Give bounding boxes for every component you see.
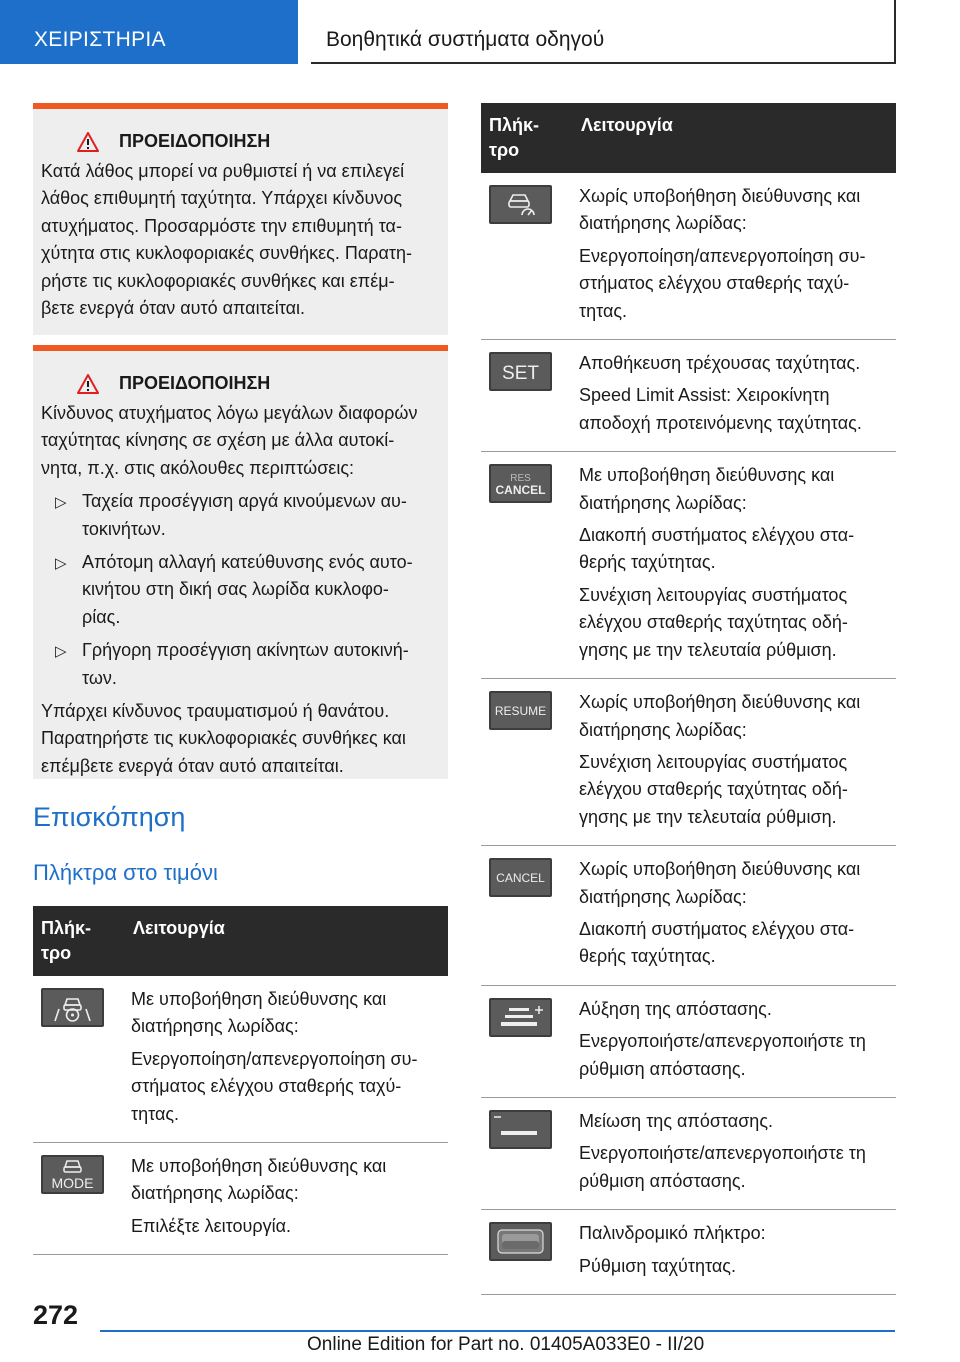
column-header-function: Λειτουργία [581, 115, 673, 135]
mode-key-icon[interactable] [41, 1155, 104, 1194]
text-line: τητας. [131, 1103, 180, 1124]
table-row [481, 1210, 896, 1295]
svg-text:CANCEL: CANCEL [495, 483, 546, 498]
text-line: τητας. [579, 300, 628, 321]
function-description [579, 689, 896, 831]
key-icon-cell [481, 1108, 579, 1195]
description-paragraph [131, 1046, 448, 1128]
bullet-triangle-icon: ▷ [55, 494, 67, 512]
text-line: Αύξηση της απόστασης. [579, 998, 772, 1019]
text-line: ρύθμιση απόστασης. [579, 1058, 746, 1079]
distance-decrease-icon[interactable] [489, 1110, 552, 1149]
description-paragraph [579, 243, 896, 325]
header-chapter-label: Βοηθητικά συστήματα οδηγού [326, 28, 605, 51]
text-line: τρο [489, 140, 520, 160]
description-paragraph [131, 986, 448, 1041]
text-line: Διακοπή συστήματος ελέγχου στα- [579, 525, 855, 546]
text-line: διατήρησης λωρίδας: [579, 213, 747, 234]
heading-overview: Επισκόπηση [33, 802, 186, 832]
res-cancel-key-icon[interactable] [489, 464, 552, 503]
text-line: διατήρησης λωρίδας: [131, 1016, 299, 1037]
function-description [579, 996, 896, 1083]
text-line: Κατά λάθος μπορεί να ρυθμιστεί ή να επιλεγεί [41, 161, 405, 181]
steering-keys-table-left [33, 906, 448, 1255]
text-line: Παρατηρήστε τις κυκλοφοριακές συνθήκες και [41, 728, 406, 749]
bullet-triangle-icon: ▷ [55, 555, 67, 573]
warning-outro [41, 698, 438, 780]
table-header [481, 103, 896, 173]
table-row [481, 1098, 896, 1210]
text-line: νητα, π.χ. στις ακόλουθες περιπτώσεις: [41, 457, 355, 478]
text-line: Speed Limit Assist: Χειροκίνητη [579, 385, 830, 406]
warning-body-1 [41, 158, 438, 322]
column-header-key [489, 113, 581, 163]
function-description [131, 1153, 448, 1240]
description-paragraph [579, 350, 896, 377]
text-line: Χωρίς υποβοήθηση διεύθυνσης και [579, 692, 861, 713]
table-row [481, 340, 896, 452]
warning-bullet-list [41, 488, 438, 692]
function-description [579, 1108, 896, 1195]
text-line: Ενεργοποιήστε/απενεργοποιήστε τη [579, 1143, 866, 1164]
description-paragraph [579, 582, 896, 664]
footer-rule [100, 1330, 895, 1332]
text-line: διατήρησης λωρίδας: [579, 886, 747, 907]
steering-keys-table-right [481, 103, 896, 1295]
text-line: Ενεργοποίηση/απενεργοποίηση συ- [579, 245, 866, 266]
description-paragraph [579, 1253, 896, 1280]
text-line: Επιλέξτε λειτουργία. [131, 1215, 292, 1236]
table-row [481, 679, 896, 846]
text-line: θερής ταχύτητας. [579, 552, 716, 573]
warning-title-2 [77, 373, 438, 394]
svg-text:MODE: MODE [51, 1175, 94, 1192]
table-row [481, 173, 896, 340]
text-line: Παλινδρομικό πλήκτρο: [579, 1223, 766, 1244]
warning-body-2 [41, 400, 438, 780]
text-line: των. [82, 667, 117, 688]
svg-text:SET: SET [502, 363, 539, 385]
description-paragraph [579, 1220, 896, 1247]
key-icon-cell [481, 996, 579, 1083]
text-line: Απότομη αλλαγή κατεύθυνσης ενός αυτο- [82, 552, 413, 573]
warning-title-text: ΠΡΟΕΙΔΟΠΟΙΗΣΗ [119, 131, 271, 151]
svg-text:RES: RES [510, 473, 531, 485]
description-paragraph [131, 1213, 448, 1240]
text-line: Χωρίς υποβοήθηση διεύθυνσης και [579, 859, 861, 880]
description-paragraph [579, 1108, 896, 1135]
heading-wheel-keys: Πλήκτρα στο τιμόνι [33, 860, 218, 885]
description-paragraph [579, 856, 896, 911]
text-line: ρύθμιση απόστασης. [579, 1170, 746, 1191]
function-description [579, 1220, 896, 1280]
key-icon-cell [481, 462, 579, 664]
page-number: 272 [33, 1300, 79, 1330]
text-line: Πλήκ- [41, 918, 92, 938]
text-line: Μείωση της απόστασης. [579, 1110, 773, 1131]
text-line: Με υποβοήθηση διεύθυνσης και [131, 989, 387, 1009]
text-line: Συνέχιση λειτουργίας συστήματος [579, 751, 848, 772]
table-row [33, 1143, 448, 1255]
text-line: Χωρίς υποβοήθηση διεύθυνσης και [579, 186, 861, 206]
table-row [481, 452, 896, 679]
warning-text [41, 158, 438, 322]
list-item [41, 549, 438, 631]
key-icon-cell [481, 350, 579, 437]
text-line: επέμβετε ενεργά όταν αυτό απαιτείται. [41, 755, 344, 776]
text-line: Διακοπή συστήματος ελέγχου στα- [579, 918, 855, 939]
list-item [41, 637, 438, 692]
description-paragraph [579, 1028, 896, 1083]
description-paragraph [579, 996, 896, 1023]
description-paragraph [579, 382, 896, 437]
text-line: διατήρησης λωρίδας: [579, 719, 747, 740]
text-line: Κίνδυνος ατυχήματος λόγω μεγάλων διαφορών [41, 403, 418, 423]
function-description [579, 183, 896, 325]
key-icon-cell [33, 1153, 131, 1240]
table-row [33, 976, 448, 1143]
list-item [41, 488, 438, 543]
footer-edition: Online Edition for Part no. 01405A033E0 - II/20 [307, 1334, 705, 1355]
function-description [579, 462, 896, 664]
function-description [131, 986, 448, 1128]
text-line: διατήρησης λωρίδας: [131, 1183, 299, 1204]
text-line: ρίας. [82, 606, 121, 627]
column-header-key [41, 916, 133, 966]
warning-title-1 [77, 131, 438, 152]
text-line: Ρύθμιση ταχύτητας. [579, 1255, 736, 1276]
svg-text:CANCEL: CANCEL [496, 871, 545, 886]
text-line: ατυχήματος. Προσαρμόστε την επιθυμητή τα- [41, 215, 402, 236]
text-line: γησης με την τελευταία ρύθμιση. [579, 639, 837, 660]
header-section-tab [0, 0, 298, 64]
text-line: Με υποβοήθηση διεύθυνσης και [131, 1156, 387, 1177]
description-paragraph [579, 183, 896, 238]
description-paragraph [579, 1140, 896, 1195]
key-icon-cell [481, 1220, 579, 1280]
table-row [481, 986, 896, 1098]
svg-text:RESUME: RESUME [494, 704, 547, 719]
table-header [33, 906, 448, 976]
text-line: ελέγχου σταθερής ταχύτητας οδή- [579, 779, 848, 800]
warning-intro [41, 400, 438, 482]
description-paragraph [579, 462, 896, 517]
text-line: θερής ταχύτητας. [579, 946, 716, 967]
text-line: Ταχεία προσέγγιση αργά κινούμενων αυ- [82, 491, 407, 512]
text-line: ρήστε τις κυκλοφοριακές συνθήκες και επέμ- [41, 270, 395, 291]
header-chapter-box [311, 0, 896, 64]
set-key-icon[interactable] [489, 352, 552, 391]
warning-box-1 [33, 103, 448, 335]
text-line: στήματος ελέγχου σταθερής ταχύ- [131, 1076, 402, 1097]
header-section-label: ΧΕΙΡΙΣΤΗΡΙΑ [34, 28, 166, 51]
text-line: χύτητα στις κυκλοφοριακές συνθήκες. Παρατη- [41, 243, 413, 264]
text-line: ελέγχου σταθερής ταχύτητας οδή- [579, 612, 848, 633]
bullet-triangle-icon: ▷ [55, 643, 67, 661]
text-line: τοκινήτων. [82, 518, 166, 539]
column-header-function: Λειτουργία [133, 918, 225, 938]
function-description [579, 350, 896, 437]
description-paragraph [579, 689, 896, 744]
text-line: Υπάρχει κίνδυνος τραυματισμού ή θανάτου. [41, 701, 390, 722]
text-line: Συνέχιση λειτουργίας συστήματος [579, 584, 848, 605]
function-description [579, 856, 896, 971]
distance-increase-icon[interactable] [489, 998, 552, 1037]
text-line: Με υποβοήθηση διεύθυνσης και [579, 465, 835, 486]
description-paragraph [579, 522, 896, 577]
description-paragraph [131, 1153, 448, 1208]
description-paragraph [579, 749, 896, 831]
warning-triangle-icon [77, 132, 99, 152]
text-line: Αποθήκευση τρέχουσας ταχύτητας. [579, 353, 861, 374]
key-icon-cell [481, 856, 579, 971]
cruise-control-icon[interactable] [489, 185, 552, 224]
cancel-key-icon[interactable] [489, 858, 552, 897]
key-icon-cell [481, 183, 579, 325]
text-line: λάθος επιθυμητή ταχύτητα. Υπάρχει κίνδυνος [41, 188, 403, 209]
rocker-switch-icon[interactable] [489, 1222, 552, 1261]
warning-box-2 [33, 345, 448, 779]
description-paragraph [579, 916, 896, 971]
text-line: Γρήγορη προσέγγιση ακίνητων αυτοκινή- [82, 640, 409, 661]
table-row [481, 846, 896, 986]
text-line: γησης με την τελευταία ρύθμιση. [579, 806, 837, 827]
key-icon-cell [481, 689, 579, 831]
text-line: αποδοχή προτεινόμενης ταχύτητας. [579, 412, 862, 433]
text-line: ταχύτητας κίνησης σε σχέση με άλλα αυτοκί- [41, 430, 395, 451]
resume-key-icon[interactable] [489, 691, 552, 730]
warning-triangle-icon [77, 374, 99, 394]
text-line: Ενεργοποίηση/απενεργοποίηση συ- [131, 1048, 418, 1069]
text-line: στήματος ελέγχου σταθερής ταχύ- [579, 273, 850, 294]
assist-steering-icon[interactable] [41, 988, 104, 1027]
text-line: κινήτου στη δική σας λωρίδα κυκλοφο- [82, 579, 389, 600]
text-line: βετε ενεργά όταν αυτό απαιτείται. [41, 298, 305, 319]
text-line: διατήρησης λωρίδας: [579, 492, 747, 513]
text-line: Πλήκ- [489, 115, 540, 135]
text-line: τρο [41, 943, 72, 963]
warning-title-text: ΠΡΟΕΙΔΟΠΟΙΗΣΗ [119, 373, 271, 393]
text-line: Ενεργοποιήστε/απενεργοποιήστε τη [579, 1031, 866, 1052]
key-icon-cell [33, 986, 131, 1128]
